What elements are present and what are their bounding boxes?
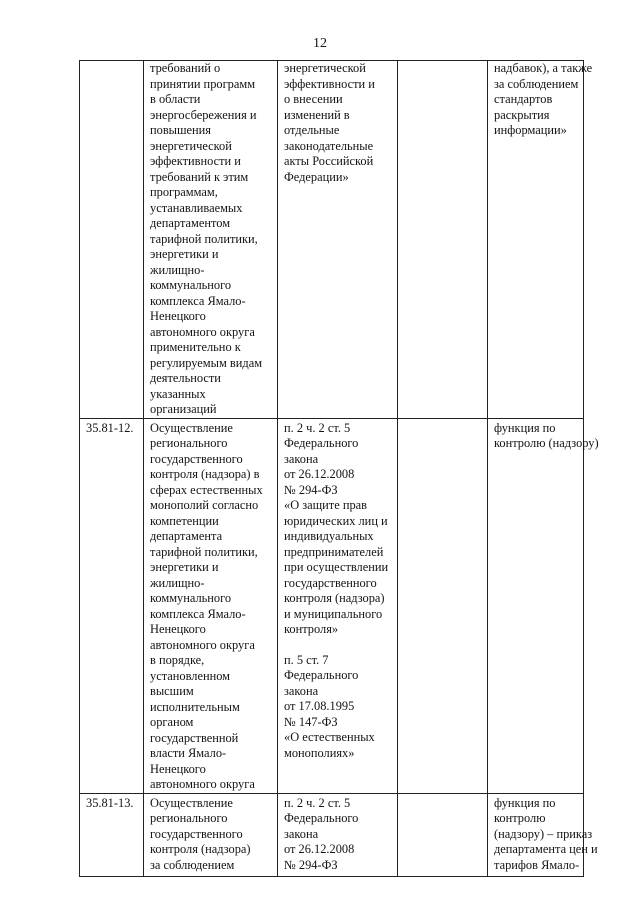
text-line: контроля (надзора) в [150, 467, 260, 481]
text-line: исполнительным [150, 699, 240, 714]
text-line: департамента цен и [494, 842, 598, 856]
text-line: от 26.12.2008 [284, 467, 355, 481]
text-line: комплекса Ямало- [150, 293, 246, 308]
text-line: автономного округа [150, 324, 255, 339]
text-line: (надзору) – приказ [494, 826, 593, 841]
function-type-cell [488, 418, 599, 793]
text-line: индивидуальных [284, 529, 374, 543]
empty-cell [398, 61, 488, 419]
text-line: Федерального [284, 436, 359, 450]
text-line: надбавок), а также [494, 61, 593, 75]
legal-basis-cell [278, 793, 398, 876]
text-line: применительно к [150, 340, 241, 354]
page-number: 12 [313, 36, 327, 51]
text-line: раскрытия [494, 107, 550, 122]
text-line: законодательные [284, 138, 374, 153]
text-line: закона [284, 451, 319, 466]
text-line: указанных [150, 386, 206, 401]
legal-basis-secondary [284, 653, 397, 762]
text-line: жилищно- [150, 262, 205, 277]
text-line: департамента [150, 529, 223, 543]
text-line: и муниципального [284, 606, 383, 621]
text-line: программам, [150, 185, 218, 199]
text-line: функция по [494, 420, 556, 435]
function-name-cell [144, 418, 278, 793]
text-line: регионального [150, 811, 228, 825]
text-line: закона [284, 683, 319, 698]
text-line: № 294-ФЗ [284, 857, 338, 872]
text-line: Федерации» [284, 169, 349, 184]
text-line: п. 5 ст. 7 [284, 652, 329, 667]
text-line: отдельные [284, 123, 340, 137]
text-line: акты Российской [284, 154, 374, 168]
function-type-cell [488, 61, 593, 419]
text-line: контроля (надзора) [284, 591, 385, 605]
text-line: организаций [150, 402, 217, 416]
function-name-cell [144, 793, 278, 876]
text-line: автономного округа [150, 637, 255, 652]
text-line: о внесении [284, 92, 343, 106]
text-line: изменений в [284, 107, 350, 122]
text-line: п. 2 ч. 2 ст. 5 [284, 420, 351, 435]
text-line: функция по [494, 795, 556, 810]
text-line: компетенции [150, 513, 219, 528]
text-line: контроля (надзора) [150, 842, 251, 856]
text-line: устанавливаемых [150, 200, 243, 215]
text-line: сферах естественных [150, 482, 263, 497]
text-line: принятии программ [150, 76, 256, 91]
text-line: стандартов [494, 92, 553, 106]
table-row [80, 418, 584, 793]
text-line: государственного [150, 451, 243, 466]
text-line: Ненецкого [150, 309, 206, 323]
basis-gap [284, 638, 397, 653]
text-line: регионального [150, 436, 228, 450]
text-line: контролю [494, 811, 546, 825]
functions-table [79, 60, 599, 877]
text-line: энергетики и [150, 560, 219, 574]
text-line: Федерального [284, 668, 359, 682]
text-line: Ненецкого [150, 761, 206, 776]
text-line: «О защите прав [284, 498, 367, 512]
text-line: власти Ямало- [150, 746, 227, 760]
text-line: Осуществление [150, 795, 233, 810]
text-line: коммунального [150, 278, 232, 292]
text-line: государственного [284, 575, 377, 590]
text-line: органом [150, 715, 194, 729]
text-line: в области [150, 92, 201, 106]
text-line: эффективности и [284, 76, 375, 91]
text-line: энергетической [150, 138, 232, 153]
text-line: регулируемым видам [150, 355, 263, 370]
row-number: 35.81-12. [86, 420, 134, 435]
empty-cell [398, 793, 488, 876]
text-line: контролю (надзору) [494, 436, 599, 450]
text-line: государственного [150, 826, 243, 841]
text-line: монополиях» [284, 745, 355, 760]
text-line: повышения [150, 123, 212, 137]
text-line: от 26.12.2008 [284, 842, 355, 856]
text-line: № 147-ФЗ [284, 714, 338, 729]
row-number: 35.81-13. [86, 795, 134, 810]
text-line: в порядке, [150, 653, 205, 667]
text-line: Ненецкого [150, 622, 206, 636]
row-number-cell [80, 61, 144, 419]
text-line: департаментом [150, 216, 231, 230]
legal-basis-cell [278, 418, 398, 793]
text-line: требований к этим [150, 169, 249, 184]
text-line: Федерального [284, 811, 359, 825]
text-line: п. 2 ч. 2 ст. 5 [284, 795, 351, 810]
text-line: деятельности [150, 371, 221, 385]
function-name-cell [144, 61, 278, 419]
text-line: энергосбережения и [150, 107, 257, 122]
legal-basis-primary [284, 421, 397, 638]
text-line: тарифной политики, [150, 544, 258, 559]
text-line: требований о [150, 61, 221, 75]
table-row [80, 793, 584, 876]
table-row [80, 61, 584, 419]
text-line: государственной [150, 730, 239, 745]
row-number-cell [80, 418, 144, 793]
text-line: высшим [150, 684, 194, 698]
text-line: информации» [494, 123, 567, 137]
text-line: комплекса Ямало- [150, 606, 246, 621]
text-line: монополий согласно [150, 498, 259, 512]
text-line: предпринимателей [284, 544, 384, 559]
text-line: за соблюдением [150, 857, 235, 872]
text-line: Осуществление [150, 420, 233, 435]
text-line: эффективности и [150, 154, 241, 168]
text-line: контроля» [284, 622, 339, 636]
text-line: коммунального [150, 591, 232, 605]
row-number-cell [80, 793, 144, 876]
text-line: № 294-ФЗ [284, 482, 338, 497]
text-line: установленном [150, 668, 231, 683]
text-line: энергетики и [150, 247, 219, 261]
text-line: энергетической [284, 61, 366, 75]
text-line: за соблюдением [494, 76, 579, 91]
legal-basis-cell [278, 61, 398, 419]
text-line: «О естественных [284, 730, 375, 744]
text-line: тарифов Ямало- [494, 857, 580, 872]
text-line: от 17.08.1995 [284, 699, 355, 713]
text-line: закона [284, 826, 319, 841]
empty-cell [398, 418, 488, 793]
text-line: юридических лиц и [284, 513, 388, 528]
text-line: при осуществлении [284, 560, 389, 574]
function-type-cell [488, 793, 598, 876]
text-line: жилищно- [150, 575, 205, 590]
text-line: тарифной политики, [150, 231, 258, 246]
text-line: автономного округа [150, 777, 255, 791]
